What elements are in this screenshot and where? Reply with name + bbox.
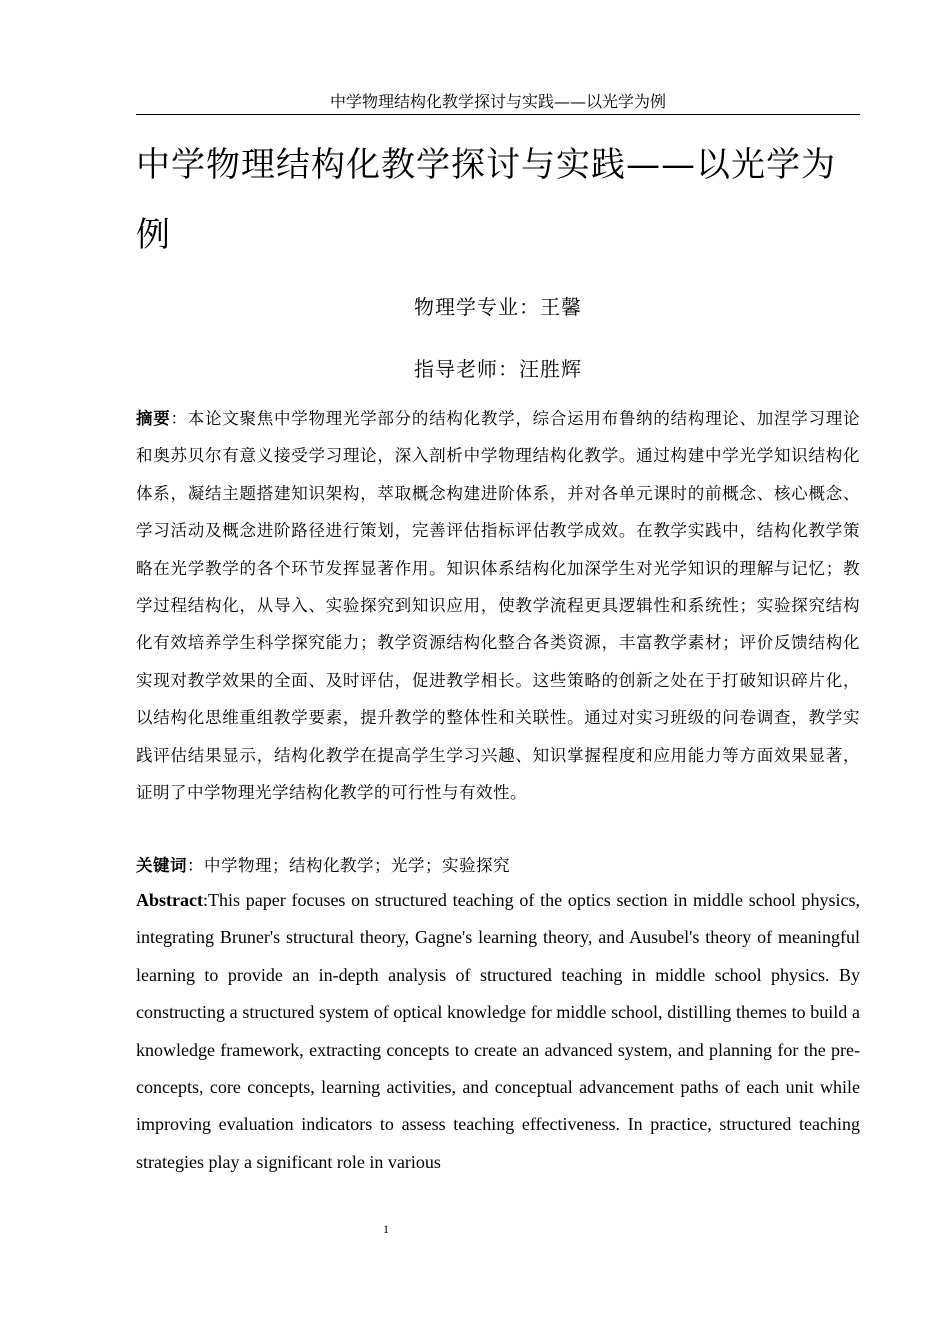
abstract-en: [136, 882, 860, 1181]
abstract-en-separator: :: [202, 890, 208, 910]
keywords-zh: [136, 847, 860, 884]
author-major: 物理学专业：王馨: [414, 295, 582, 319]
abstract-en-text: This paper focuses on structured teaching of the optics section in middle school physics, integrating Bruner's structural theory, Gagne's learning theory, and Ausubel's theory of meaningful learning to provide an in-depth analysis of structured teaching in middle school physics. By constructing a structured system of optical knowledge for middle school, distilling themes to build a knowledge framework, extracting concepts to create an advanced system, and planning for the pre-concepts, core concepts, learning activities, and conceptual advancement paths of each unit while improving evaluation indicators to assess teaching effectiveness. In practice, structured teaching strategies play a significant role in various: [136, 890, 860, 1172]
abstract-en-label: Abstract: [136, 890, 203, 910]
keywords-zh-separator: ：: [187, 856, 204, 875]
keywords-zh-label: 关键词: [136, 856, 187, 875]
paper-title: 中学物理结构化教学探讨与实践——以光学为例: [136, 145, 836, 255]
abstract-zh: [136, 400, 860, 811]
abstract-zh-label: 摘要: [136, 409, 171, 428]
advisor: 指导老师：汪胜辉: [414, 357, 582, 381]
keywords-zh-text: 中学物理；结构化教学；光学；实验探究: [204, 856, 510, 875]
running-header: 中学物理结构化教学探讨与实践——以光学为例: [136, 92, 860, 115]
page-number: 1: [383, 1222, 389, 1236]
abstract-zh-text: 本论文聚焦中学物理光学部分的结构化教学，综合运用布鲁纳的结构理论、加涅学习理论和奥苏贝尔有意义接受学习理论，深入剖析中学物理结构化教学。通过构建中学光学知识结构化体系，凝结主题搭建知识架构，萃取概念构建进阶体系，并对各单元课时的前概念、核心概念、学习活动及概念进阶路径进行策划，完善评估指标评估教学成效。在教学实践中，结构化教学策略在光学教学的各个环节发挥显著作用。知识体系结构化加深学生对光学知识的理解与记忆；教学过程结构化，从导入、实验探究到知识应用，使教学流程更具逻辑性和系统性；实验探究结构化有效培养学生科学探究能力；教学资源结构化整合各类资源，丰富教学素材；评价反馈结构化实现对教学效果的全面、及时评估，促进教学相长。这些策略的创新之处在于打破知识碎片化，以结构化思维重组教学要素，提升教学的整体性和关联性。通过对实习班级的问卷调查，教学实践评估结果显示，结构化教学在提高学生学习兴趣、知识掌握程度和应用能力等方面效果显著，证明了中学物理光学结构化教学的可行性与有效性。: [136, 409, 861, 803]
abstract-zh-separator: ：: [170, 409, 188, 428]
